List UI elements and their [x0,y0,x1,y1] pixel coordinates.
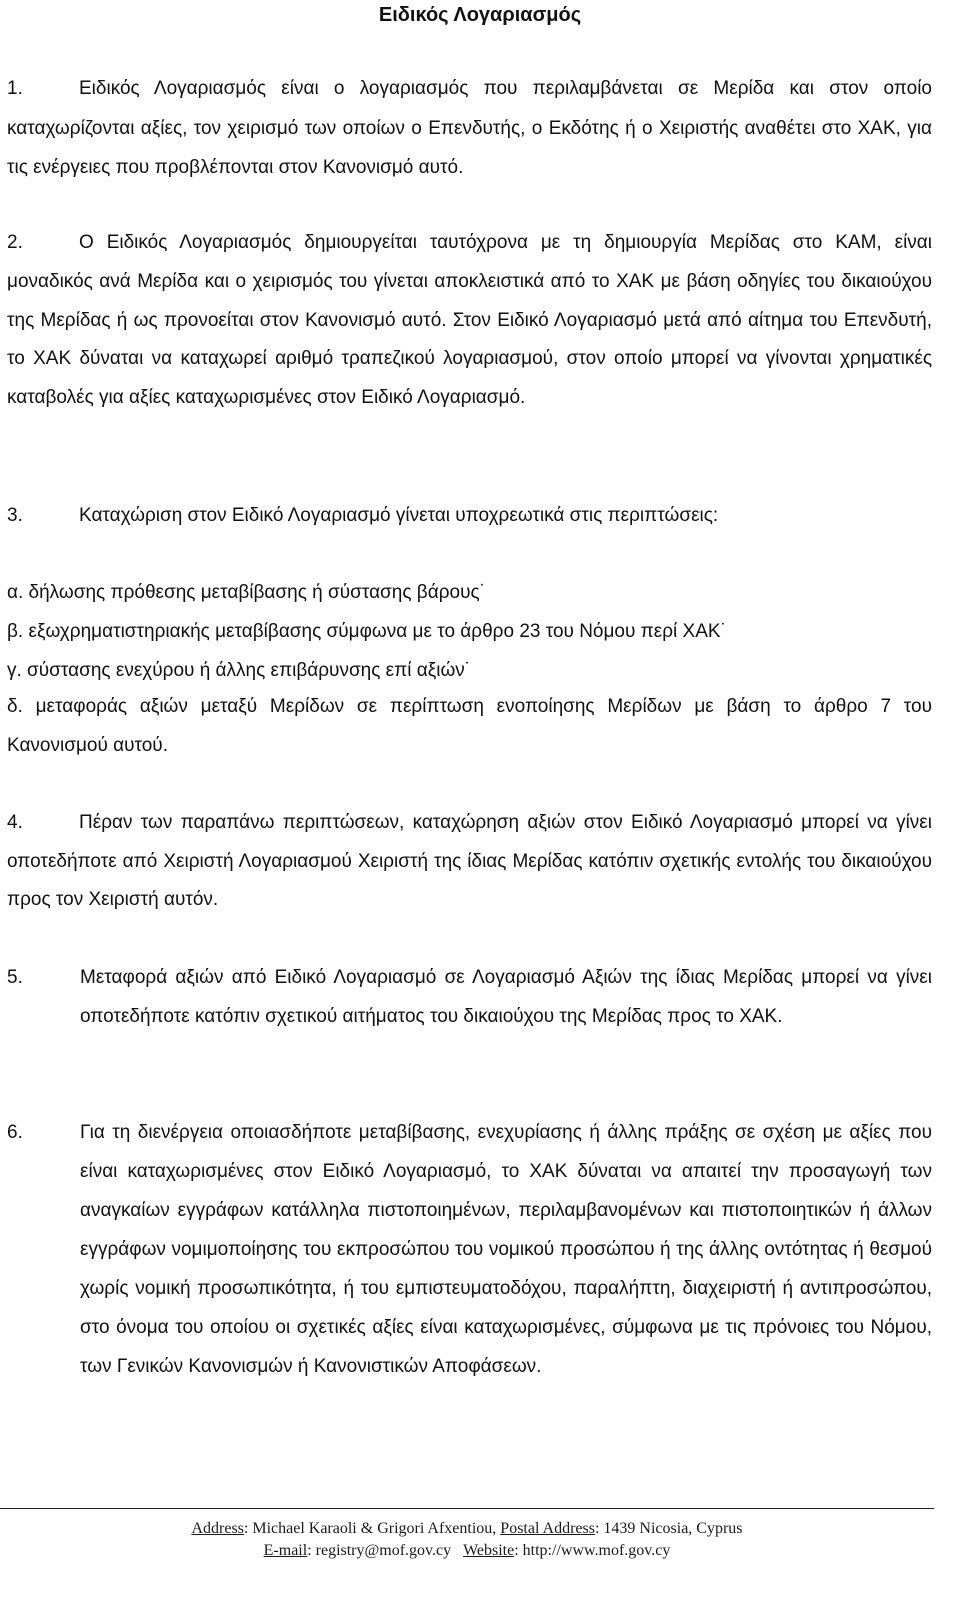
paragraph-number: 6. [7,1122,23,1143]
paragraph-text: Ο Ειδικός Λογαριασμός δημιουργείται ταυτόχρονα με τη δημιουργία Μερίδας στο ΚΑΜ, είναι μοναδικός ανά Μερίδα και ο χειρισμός του γίνεται αποκλειστικά από το ΧΑΚ με βάση οδηγίες του δικαιούχου της Μερίδας ή ως προνοείται στον Κανονισμό αυτό. Στον Ειδικό Λογαριασμό μετά από αίτημα του Επενδυτή, το ΧΑΚ δύναται να καταχωρεί αριθμό τραπεζικού λογαριασμού, στον οποίο μπορεί να γίνονται χρηματικές καταβολές για αξίες καταχωρισμένες στον Ειδικό Λογαριασμό. [7,232,932,409]
paragraph-3 [7,496,932,536]
list-item-b: β. εξωχρηματιστηριακής μεταβίβασης σύμφωνα με το άρθρο 23 του Νόμου περί ΧΑΚ˙ [7,621,727,642]
website-label: Website [463,1542,515,1559]
paragraph-number: 2. [7,232,23,253]
address-value: : Michael Karaoli & Grigori Afxentiou, [243,1520,501,1537]
list-item-c: γ. σύστασης ενεχύρου ή άλλης επιβάρυνσης επί αξιών˙ [7,660,472,681]
postal-address-label: Postal Address [500,1520,595,1537]
paragraph-text: Πέραν των παραπάνω περιπτώσεων, καταχώρηση αξιών στον Ειδικό Λογαριασμό μπορεί να γίνει οποτεδήποτε από Χειριστή Λογαριασμού Χειριστή της ίδιας Μερίδας κατόπιν σχετικής εντολής του δικαιούχου προς τον Χειριστή αυτόν. [7,812,932,910]
website-link[interactable]: : http://www.mof.gov.cy [514,1542,671,1559]
paragraph-6 [7,1113,932,1386]
paragraph-number: 3. [7,505,23,526]
list-item-d: δ. μεταφοράς αξιών μεταξύ Μερίδων σε περίπτωση ενοποίησης Μερίδων με βάση το άρθρο 7 του Κανονισμού αυτού. [7,696,932,756]
paragraph-number: 5. [7,967,23,988]
paragraph-text: Μεταφορά αξιών από Ειδικό Λογαριασμό σε Λογαριασμό Αξιών της ίδιας Μερίδας μπορεί να γίνει οποτεδήποτε κατόπιν σχετικού αιτήματος του δικαιούχου της Μερίδας προς το ΧΑΚ. [80,967,932,1027]
address-label: Address [191,1520,244,1537]
list-item-a: α. δήλωσης πρόθεσης μεταβίβασης ή σύστασης βάρους˙ [7,582,486,603]
footer-contact-line [0,1540,934,1562]
document-title: Ειδικός Λογαριασμός [378,4,582,26]
email-label: E-mail [263,1542,308,1559]
paragraph-4 [7,804,932,920]
paragraph-1 [7,69,932,188]
paragraph-5 [7,958,932,1036]
paragraph-text: Ειδικός Λογαριασμός είναι ο λογαριασμός που περιλαμβάνεται σε Μερίδα και στον οποίο καταχωρίζονται αξίες, τον χειρισμό των οποίων ο Επενδυτής, ο Εκδότης ή ο Χειριστής αναθέτει στο ΧΑΚ, για τις ενέργειες που προβλέπονται στον Κανονισμό αυτό. [7,78,932,178]
footer-address-line [0,1518,934,1540]
paragraph-text: Καταχώριση στον Ειδικό Λογαριασμό γίνεται υποχρεωτικά στις περιπτώσεις: [79,505,719,526]
postal-address-value: : 1439 Nicosia, Cyprus [594,1520,743,1537]
paragraph-text: Για τη διενέργεια οποιασδήποτε μεταβίβασης, ενεχυρίασης ή άλλης πράξης σε σχέση με αξίες που είναι καταχωρισμένες στον Ειδικό Λογαριασμό, το ΧΑΚ δύναται να απαιτεί την προσαγωγή των αναγκαίων εγγράφων κατάλληλα πιστοποιημένων, περιλαμβανομένων και πιστοποιητικών ή άλλων εγγράφων νομιμοποίησης του εκπροσώπου του νομικού προσώπου ή της άλλης οντότητας ή θεσμού χωρίς νομική προσωπικότητα, ή του εμπιστευματοδόχου, παραλήπτη, διαχειριστή ή αντιπροσώπου, στο όνομα του οποίου οι σχετικές αξίες είναι καταχωρισμένες, σύμφωνα με τις πρόνοιες του Νόμου, των Γενικών Κανονισμών ή Κανονιστικών Αποφάσεων. [80,1122,932,1377]
paragraph-number: 1. [7,78,23,99]
email-value[interactable]: : registry@mof.gov.cy [307,1542,452,1559]
paragraph-2 [7,224,932,418]
footer-divider [0,1508,934,1509]
paragraph-number: 4. [7,812,23,833]
